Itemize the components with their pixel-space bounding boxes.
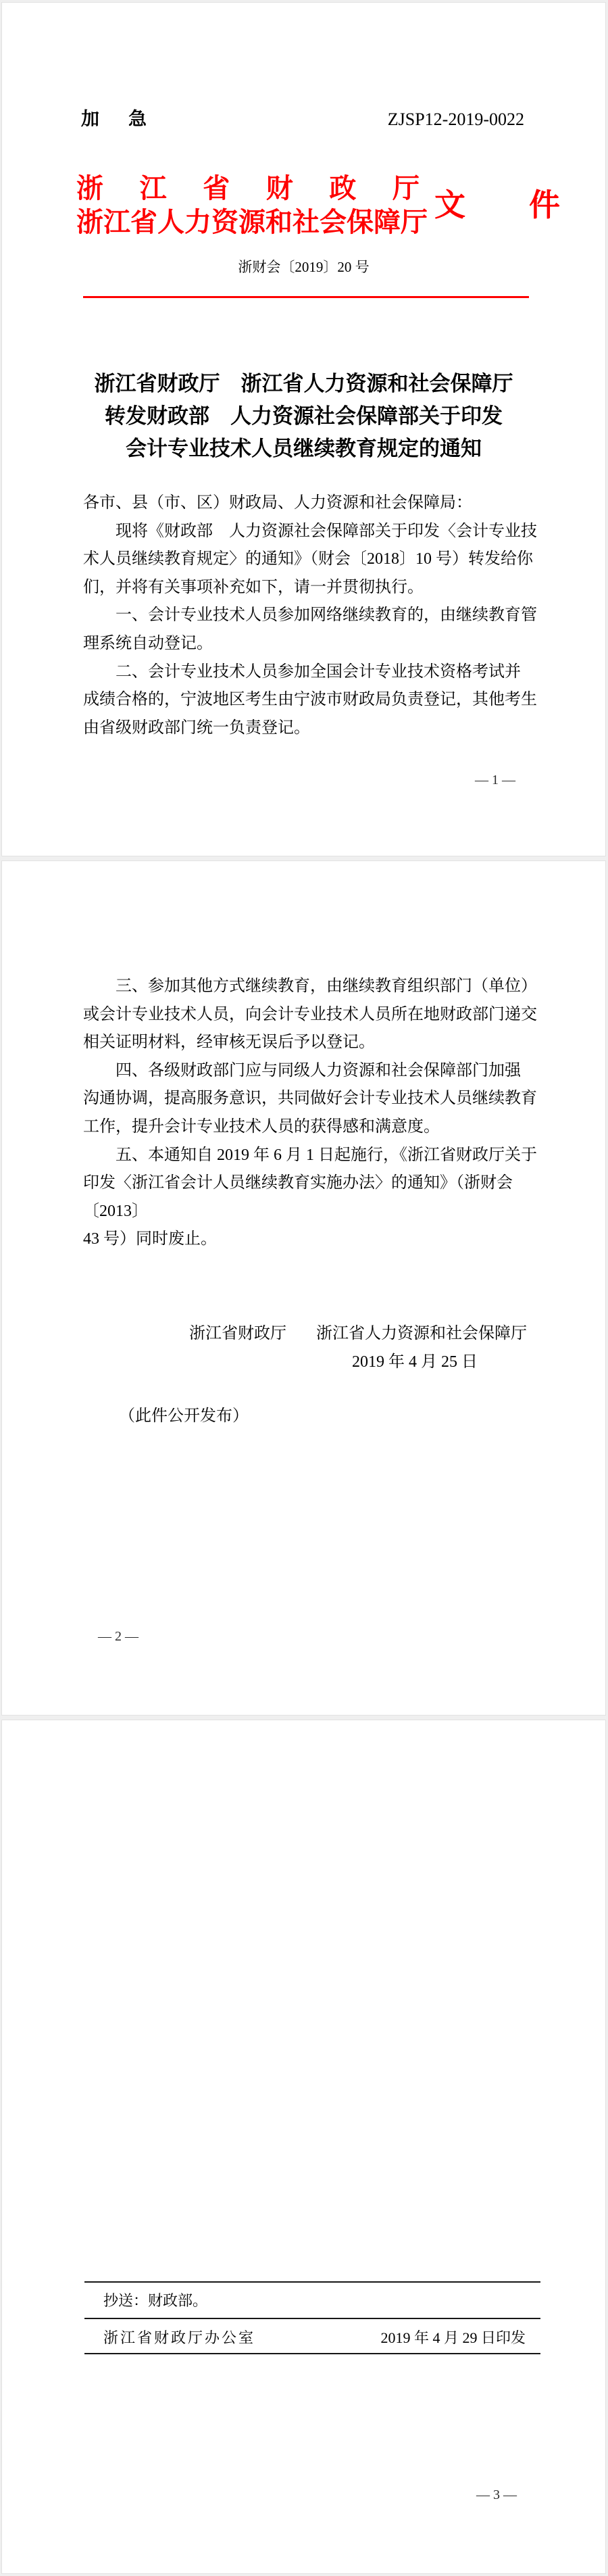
text-line: 印发〈浙江省会计人员继续教育实施办法〉的通知》（浙财会〔2013〕 xyxy=(83,1174,513,1220)
text-line: 三、参加其他方式继续教育，由继续教育组织部门（单位） xyxy=(83,977,537,995)
char: 障 xyxy=(374,207,401,237)
char: 浙 xyxy=(76,207,103,237)
letterhead-agencies xyxy=(76,172,428,239)
char: 政 xyxy=(329,173,357,203)
char: 力 xyxy=(184,207,211,237)
body-paragraphs-page-1 xyxy=(83,489,537,742)
text-line: 工作，提升会计专业技术人员的获得感和满意度。 xyxy=(83,1117,440,1136)
char: 源 xyxy=(238,207,265,237)
char: 厅 xyxy=(392,173,420,203)
text-line: 转发财政部 人力资源社会保障部关于印发 xyxy=(105,404,503,428)
text-line: 们，并将有关事项补充如下，请一并贯彻执行。 xyxy=(83,578,424,596)
char: 厅 xyxy=(401,207,428,237)
urgency-label: 加 急 xyxy=(81,109,152,129)
page-number-3: — 3 — xyxy=(476,2487,517,2502)
char: 浙 xyxy=(76,173,103,203)
text-line: 会计专业技术人员继续教育规定的通知 xyxy=(126,437,482,460)
char: 保 xyxy=(347,207,374,237)
text-line: 43 号）同时废止。 xyxy=(83,1230,217,1248)
text-line: 五、本通知自 2019 年 6 月 1 日起施行，《浙江省财政厅关于 xyxy=(83,1146,537,1164)
char: 江 xyxy=(139,173,167,203)
char: 会 xyxy=(320,207,347,237)
footer-rule-top xyxy=(84,2281,540,2283)
letterhead-agency-2 xyxy=(76,205,428,239)
text-line: 各市、县（市、区）财政局、人力资源和社会保障局： xyxy=(83,494,472,512)
document-page-2 xyxy=(1,860,606,1716)
page-number-1: — 1 — xyxy=(475,773,515,787)
char: 资 xyxy=(211,207,238,237)
char: 文 xyxy=(434,188,465,222)
doc-number: 浙财会〔2019〕20 号 xyxy=(238,259,370,275)
char: 社 xyxy=(293,207,320,237)
text-line: 或会计专业技术人员，向会计专业技术人员所在地财政部门递交 xyxy=(83,1005,537,1023)
text-line: 由省级财政部门统一负责登记。 xyxy=(83,719,310,737)
signature-date: 2019 年 4 月 25 日 xyxy=(352,1353,478,1371)
text-line: 一、会计专业技术人员参加网络继续教育的，由继续教育管 xyxy=(83,606,537,625)
char: 件 xyxy=(529,188,560,222)
red-letterhead xyxy=(76,172,560,239)
document-type-label xyxy=(434,172,560,239)
issuer-office: 浙江省财政厅办公室 xyxy=(103,2329,256,2346)
public-release-note: （此件公开发布） xyxy=(119,1407,249,1425)
cc-line: 抄送：财政部。 xyxy=(103,2292,208,2309)
page-number-2: — 2 — xyxy=(98,1629,138,1644)
doc-code: ZJSP12-2019-0022 xyxy=(387,110,524,129)
text-line: 现将《财政部 人力资源社会保障部关于印发〈会计专业技 xyxy=(83,522,537,540)
char: 江 xyxy=(103,207,130,237)
text-line: 术人员继续教育规定〉的通知》（财会〔2018〕10 号）转发给你 xyxy=(83,550,533,568)
char: 省 xyxy=(130,207,157,237)
body-paragraphs-page-2 xyxy=(83,973,537,1254)
footer-rule-middle xyxy=(84,2318,540,2319)
signature-agency-2: 浙江省人力资源和社会保障厅 xyxy=(316,1325,527,1342)
char: 财 xyxy=(265,173,293,203)
signature-agency-1: 浙江省财政厅 xyxy=(189,1325,286,1342)
text-line: 成绩合格的，宁波地区考生由宁波市财政局负责登记，其他考生 xyxy=(83,691,537,709)
char: 和 xyxy=(265,207,293,237)
document-page-1 xyxy=(1,2,606,856)
text-line: 相关证明材料，经审核无误后予以登记。 xyxy=(83,1034,375,1052)
text-line: 四、各级财政部门应与同级人力资源和社会保障部门加强 xyxy=(83,1061,521,1079)
print-date: 2019 年 4 月 29 日印发 xyxy=(380,2329,526,2346)
document-title xyxy=(2,368,605,465)
footer-rule-bottom xyxy=(84,2353,540,2354)
letterhead-agency-1 xyxy=(76,172,420,205)
char: 省 xyxy=(203,173,230,203)
text-line: 沟通协调，提高服务意识，共同做好会计专业技术人员继续教育 xyxy=(83,1090,537,1108)
text-line: 理系统自动登记。 xyxy=(83,634,213,652)
signature-block xyxy=(189,1323,527,1344)
char: 人 xyxy=(157,207,184,237)
text-line: 浙江省财政厅 浙江省人力资源和社会保障厅 xyxy=(94,372,513,395)
text-line: 二、会计专业技术人员参加全国会计专业技术资格考试并 xyxy=(83,662,521,681)
document-page-3 xyxy=(1,1720,606,2574)
red-divider-rule xyxy=(83,296,529,298)
